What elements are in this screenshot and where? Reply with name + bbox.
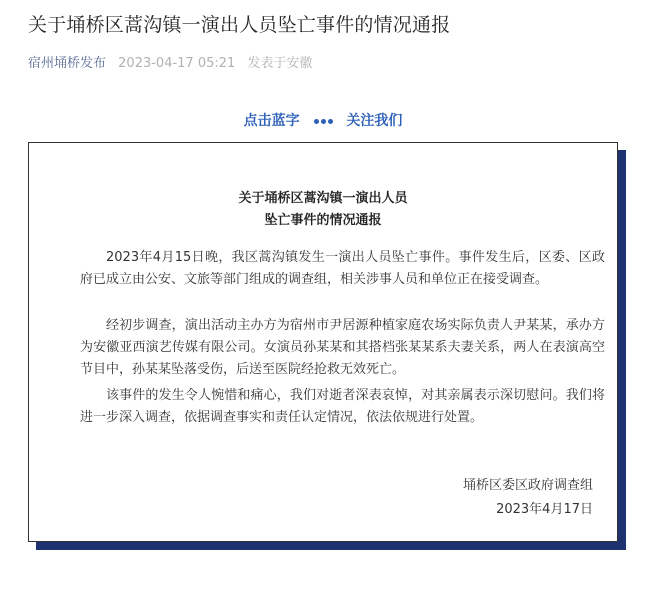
notice-signature: 埇桥区委区政府调查组 [462, 478, 593, 493]
notice-card [28, 142, 618, 542]
article-meta [28, 52, 312, 71]
follow-us-link[interactable]: 关注我们 [346, 113, 403, 129]
notice-paragraph: 该事件的发生令人惋惜和痛心，我们对逝者深表哀悼，对其亲属表示深切慰问。我们将进一步深入调查，依据调查事实和责任认定情况，依法依规进行处置。 [80, 388, 605, 425]
notice-paragraph: 经初步调查，演出活动主办方为宿州市尹居源种植家庭农场实际负责人尹某某，承办方为安徽亚西演艺传媒有限公司。女演员孙某某和其搭档张某某系夫妻关系，两人在表演高空节目中，孙某某坠落受伤，后送至医院经抢救无效死亡。 [80, 318, 605, 377]
three-dots-icon [313, 113, 334, 129]
click-blue-text-link[interactable]: 点击蓝字 [243, 113, 300, 129]
notice-title [29, 188, 617, 232]
notice-title-line1: 关于埇桥区蒿沟镇一演出人员 [238, 191, 408, 206]
notice-date: 2023年4月17日 [496, 502, 593, 517]
follow-bar [0, 110, 646, 130]
notice-title-line2: 坠亡事件的情况通报 [264, 213, 382, 228]
publish-location: 发表于安徽 [247, 56, 313, 71]
article-title: 关于埇桥区蒿沟镇一演出人员坠亡事件的情况通报 [28, 14, 451, 36]
notice-paragraph: 2023年4月15日晚，我区蒿沟镇发生一演出人员坠亡事件。事件发生后，区委、区政府已成立由公安、文旅等部门组成的调查组，相关涉事人员和单位正在接受调查。 [80, 250, 605, 287]
author-link[interactable]: 宿州埇桥发布 [28, 56, 107, 71]
publish-time: 2023-04-17 05:21 [118, 56, 236, 71]
